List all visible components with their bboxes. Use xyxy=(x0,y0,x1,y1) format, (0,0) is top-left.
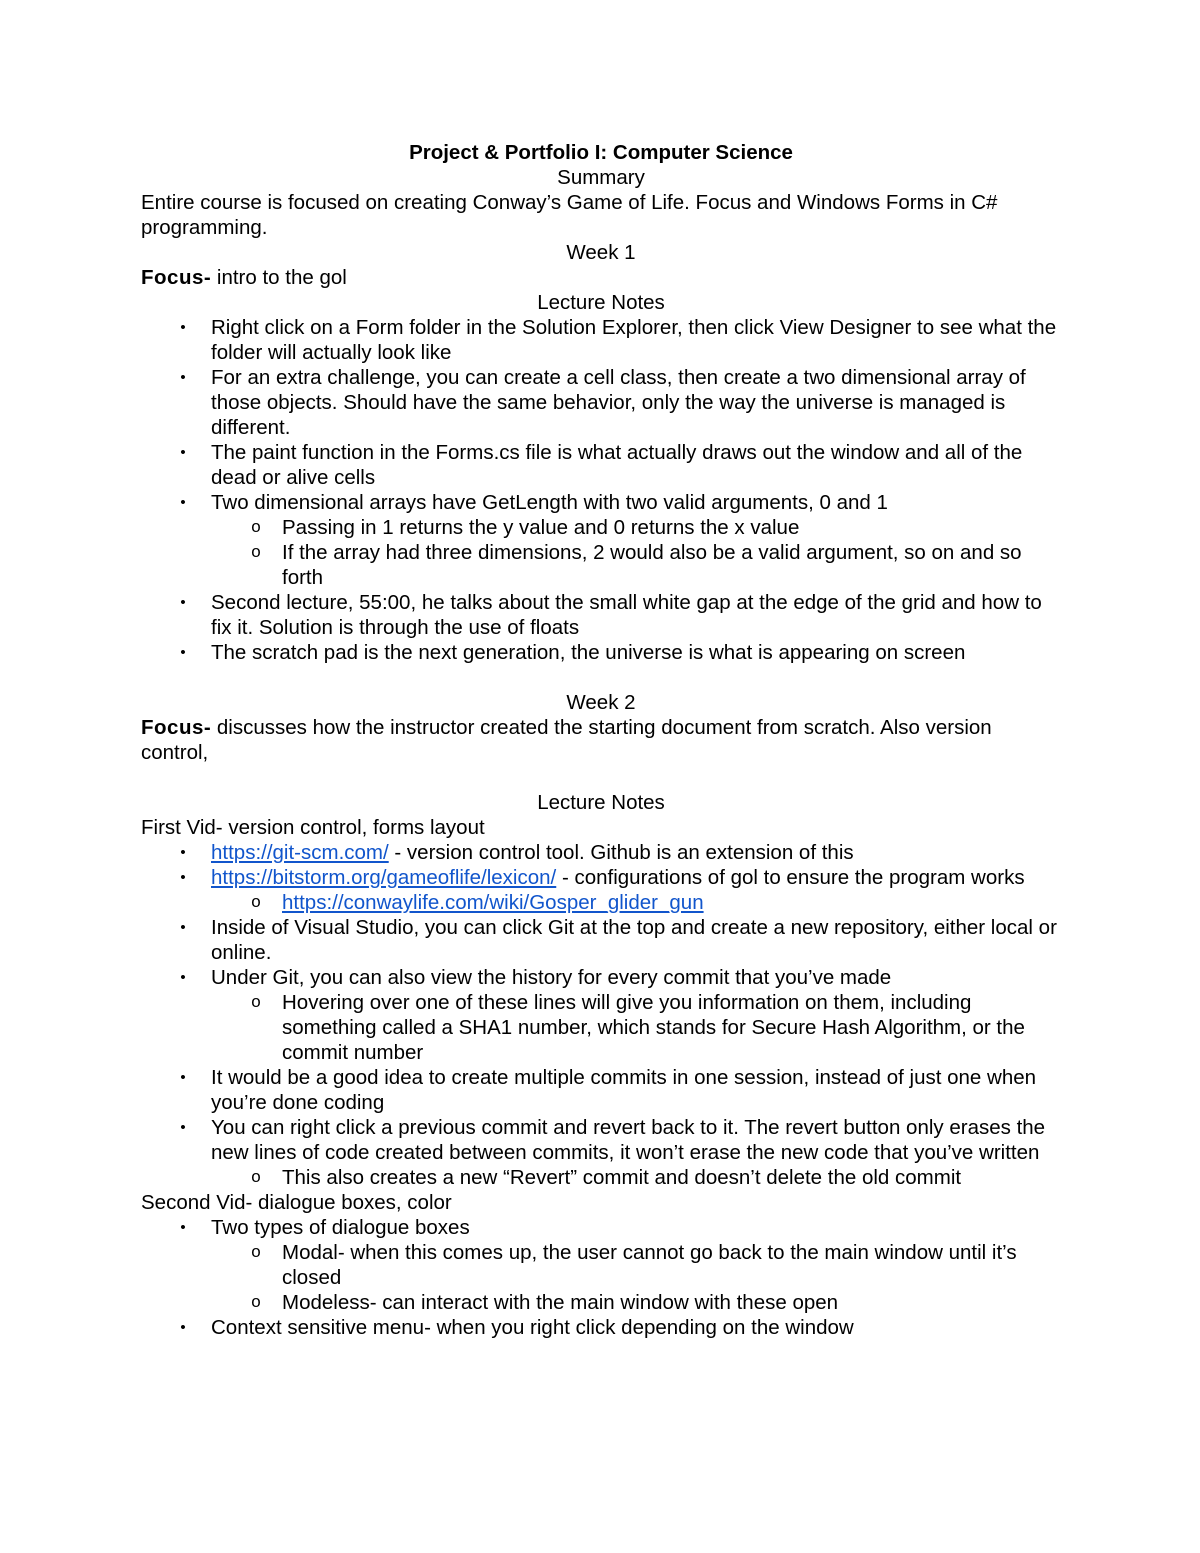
list-item xyxy=(180,840,1061,865)
list-item-text: For an extra challenge, you can create a cell class, then create a two dimensional array of those objects. Should have the same behavior, only the way the universe is managed is different. xyxy=(211,366,1026,439)
week2-heading: Week 2 xyxy=(566,691,636,714)
sub-list-item-text: Modal- when this comes up, the user cannot go back to the main window until it’s closed xyxy=(282,1241,1017,1289)
first-vid-list xyxy=(141,840,1061,1190)
bullet-icon: • xyxy=(180,369,186,386)
bullet-icon: • xyxy=(180,594,186,611)
blank-line xyxy=(141,765,1061,790)
sub-list-item xyxy=(250,890,1061,915)
blank-line xyxy=(141,665,1061,690)
sub-list-item-text: This also creates a new “Revert” commit and doesn’t delete the old commit xyxy=(282,1166,962,1189)
list-item-text: - version control tool. Github is an extension of this xyxy=(388,841,854,864)
list-item-text: Two types of dialogue boxes xyxy=(211,1216,470,1239)
second-vid-heading: Second Vid- dialogue boxes, color xyxy=(141,1191,452,1214)
sub-list-item xyxy=(250,515,1061,540)
list-item-text: You can right click a previous commit and revert back to it. The revert button only erases the new lines of code created between commits, it won’t erase the new code that you’ve written xyxy=(211,1116,1046,1164)
bitstorm-lexicon-link[interactable]: https://bitstorm.org/gameoflife/lexicon/ xyxy=(211,866,557,889)
week1-notes-list xyxy=(141,315,1061,665)
list-item-text: It would be a good idea to create multiple commits in one session, instead of just one when you’re done coding xyxy=(211,1066,1037,1114)
sub-bullet-icon: o xyxy=(250,519,262,538)
sub-bullet-icon: o xyxy=(250,1169,262,1188)
week2-notes-heading: Lecture Notes xyxy=(537,791,665,814)
sub-list-item xyxy=(250,540,1061,590)
sub-list-item-text: Passing in 1 returns the y value and 0 returns the x value xyxy=(282,516,800,539)
sub-list-item-text: Hovering over one of these lines will give you information on them, including something called a SHA1 number, which stands for Secure Hash Algorithm, or the commit number xyxy=(282,991,1025,1064)
list-item xyxy=(180,1115,1061,1190)
focus-text: intro to the gol xyxy=(211,266,347,289)
focus-label: Focus- xyxy=(141,266,212,289)
list-item-text: Inside of Visual Studio, you can click Git at the top and create a new repository, either local or online. xyxy=(211,916,1057,964)
week1-heading: Week 1 xyxy=(566,241,636,264)
list-item xyxy=(180,1215,1061,1315)
summary-text: Entire course is focused on creating Conway’s Game of Life. Focus and Windows Forms in C# programming. xyxy=(141,191,998,239)
week2-focus xyxy=(141,715,1061,765)
week1-focus xyxy=(141,265,1061,290)
bullet-icon: • xyxy=(180,494,186,511)
sub-list-item xyxy=(250,1240,1061,1290)
document-title: Project & Portfolio I: Computer Science xyxy=(409,141,793,164)
sub-list xyxy=(211,515,1061,590)
sub-list xyxy=(211,990,1061,1065)
bullet-icon: • xyxy=(180,319,186,336)
sub-list xyxy=(211,890,1061,915)
bullet-icon: • xyxy=(180,1319,186,1336)
sub-list xyxy=(211,1240,1061,1315)
bullet-icon: • xyxy=(180,1069,186,1086)
list-item xyxy=(180,315,1061,365)
bullet-icon: • xyxy=(180,919,186,936)
list-item-text: Under Git, you can also view the history for every commit that you’ve made xyxy=(211,966,892,989)
sub-bullet-icon: o xyxy=(250,1294,262,1313)
bullet-icon: • xyxy=(180,1119,186,1136)
list-item xyxy=(180,490,1061,590)
list-item xyxy=(180,590,1061,640)
focus-label: Focus- xyxy=(141,716,212,739)
focus-text: discusses how the instructor created the starting document from scratch. Also version control, xyxy=(141,716,992,764)
sub-bullet-icon: o xyxy=(250,1244,262,1263)
git-scm-link[interactable]: https://git-scm.com/ xyxy=(211,841,389,864)
sub-list-item xyxy=(250,1165,1061,1190)
list-item xyxy=(180,965,1061,1065)
list-item xyxy=(180,1315,1061,1340)
bullet-icon: • xyxy=(180,844,186,861)
bullet-icon: • xyxy=(180,1219,186,1236)
list-item-text: Right click on a Form folder in the Solution Explorer, then click View Designer to see what the folder will actually look like xyxy=(211,316,1057,364)
sub-list-item xyxy=(250,1290,1061,1315)
first-vid-heading: First Vid- version control, forms layout xyxy=(141,816,485,839)
bullet-icon: • xyxy=(180,444,186,461)
list-item-text: Second lecture, 55:00, he talks about the small white gap at the edge of the grid and how to fix it. Solution is through the use of floats xyxy=(211,591,1042,639)
list-item xyxy=(180,365,1061,440)
sub-bullet-icon: o xyxy=(250,544,262,563)
sub-bullet-icon: o xyxy=(250,894,262,913)
bullet-icon: • xyxy=(180,644,186,661)
sub-bullet-icon: o xyxy=(250,994,262,1013)
second-vid-list xyxy=(141,1215,1061,1340)
bullet-icon: • xyxy=(180,869,186,886)
sub-list xyxy=(211,1165,1061,1190)
list-item-text: Context sensitive menu- when you right click depending on the window xyxy=(211,1316,854,1339)
document-page xyxy=(141,140,1061,1340)
list-item xyxy=(180,865,1061,915)
list-item xyxy=(180,440,1061,490)
sub-list-item xyxy=(250,990,1061,1065)
bullet-icon: • xyxy=(180,969,186,986)
list-item-text: The paint function in the Forms.cs file is what actually draws out the window and all of the dead or alive cells xyxy=(211,441,1023,489)
list-item-text: Two dimensional arrays have GetLength with two valid arguments, 0 and 1 xyxy=(211,491,888,514)
list-item xyxy=(180,1065,1061,1115)
gosper-glider-gun-link[interactable]: https://conwaylife.com/wiki/Gosper_glider_gun xyxy=(282,891,704,914)
week1-notes-heading: Lecture Notes xyxy=(537,291,665,314)
sub-list-item-text: Modeless- can interact with the main window with these open xyxy=(282,1291,839,1314)
summary-heading: Summary xyxy=(557,166,645,189)
sub-list-item-text: If the array had three dimensions, 2 would also be a valid argument, so on and so forth xyxy=(282,541,1022,589)
list-item xyxy=(180,915,1061,965)
list-item-text: The scratch pad is the next generation, the universe is what is appearing on screen xyxy=(211,641,966,664)
list-item-text: - configurations of gol to ensure the program works xyxy=(556,866,1025,889)
list-item xyxy=(180,640,1061,665)
